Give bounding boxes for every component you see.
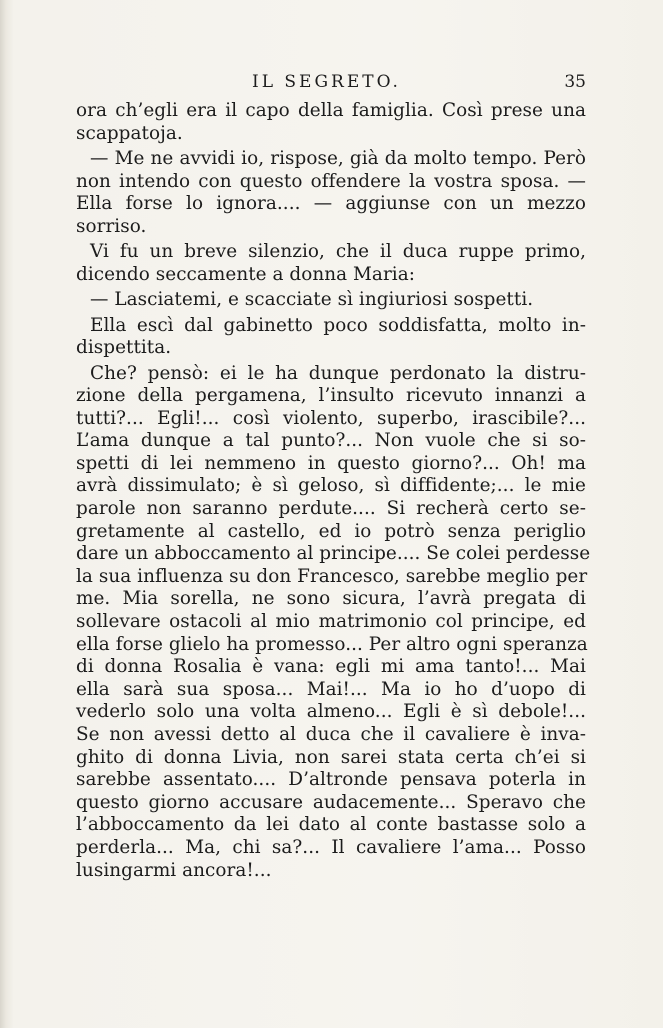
text-line: dicendo seccamente a donna Maria: bbox=[76, 263, 415, 285]
page-number: 35 bbox=[564, 72, 586, 92]
paragraph bbox=[76, 362, 591, 883]
paragraph bbox=[76, 100, 586, 145]
text-line: dare un abboccamento al principe.... Se colei perdesse bbox=[76, 543, 591, 565]
text-line: vederlo solo una volta almeno... Egli è sì debole!... bbox=[76, 701, 586, 723]
text-line: zione della pergamena, l’insulto ricevuto innanzi a bbox=[76, 385, 586, 407]
text-line: ghito di donna Livia, non sarei stata certa ch’ei si bbox=[76, 746, 586, 768]
text-line: scappatoja. bbox=[76, 122, 183, 144]
text-line: perderla... Ma, chi sa?... Il cavaliere l’ama... Posso bbox=[76, 836, 586, 858]
text-line: dispettita. bbox=[76, 337, 172, 359]
text-line: tutti?... Egli!... così violento, superbo, irascibile?... bbox=[76, 407, 586, 429]
body-text bbox=[76, 100, 591, 885]
text-line: gretamente al castello, ed io potrò senza periglio bbox=[76, 520, 586, 542]
text-line: Ella escì dal gabinetto poco soddisfatta, molto in- bbox=[90, 314, 586, 336]
paragraph bbox=[76, 148, 586, 238]
text-line: Se non avessi detto al duca che il cavaliere è inva- bbox=[76, 724, 586, 746]
text-line: sarebbe assentato.... D’altronde pensava poterla in bbox=[76, 769, 586, 791]
text-line: ella sarà sua sposa... Mai!... Ma io ho d’uopo di bbox=[76, 678, 586, 700]
text-line: me. Mia sorella, ne sono sicura, l’avrà pregata di bbox=[76, 588, 586, 610]
text-line: sollevare ostacoli al mio matrimonio col principe, ed bbox=[76, 611, 586, 633]
text-line: non intendo con questo offendere la vostra sposa. — bbox=[76, 170, 586, 192]
text-line: la sua influenza su don Francesco, sarebbe meglio per bbox=[76, 565, 588, 587]
text-line: questo giorno accusare audacemente... Speravo che bbox=[76, 791, 586, 813]
text-line: — Me ne avvidi io, rispose, già da molto tempo. Però bbox=[90, 147, 586, 169]
text-line: L’ama dunque a tal punto?... Non vuole che si so- bbox=[76, 430, 586, 452]
text-line: di donna Rosalia è vana: egli mi ama tanto!... Mai bbox=[76, 656, 586, 678]
text-line: ora ch’egli era il capo della famiglia. Così prese una bbox=[76, 100, 586, 121]
running-title: IL SEGRETO. bbox=[252, 72, 401, 92]
text-line: Che? pensò: ei le ha dunque perdonato la distru- bbox=[90, 362, 586, 384]
text-line: ella forse glielo ha promesso... Per altro ogni speranza bbox=[76, 633, 588, 655]
text-line: Vi fu un breve silenzio, che il duca ruppe primo, bbox=[90, 241, 586, 263]
text-line: l’abboccamento da lei dato al conte bastasse solo a bbox=[76, 814, 586, 836]
text-line: Ella forse lo ignora.... — aggiunse con un mezzo bbox=[76, 193, 586, 215]
text-line: lusingarmi ancora!... bbox=[76, 859, 272, 881]
page-header bbox=[76, 72, 586, 98]
paragraph bbox=[76, 315, 586, 360]
text-line: avrà dissimulato; è sì geloso, sì diffidente;... le mie bbox=[76, 475, 586, 497]
text-line: spetti di lei nemmeno in questo giorno?... Oh! ma bbox=[76, 452, 586, 474]
paragraph bbox=[76, 241, 586, 286]
paragraph bbox=[76, 289, 586, 312]
text-line: sorriso. bbox=[76, 215, 147, 237]
text-line: parole non saranno perdute.... Si recherà certo se- bbox=[76, 498, 586, 520]
text-line: — Lasciatemi, e scacciate sì ingiuriosi sospetti. bbox=[90, 289, 534, 311]
